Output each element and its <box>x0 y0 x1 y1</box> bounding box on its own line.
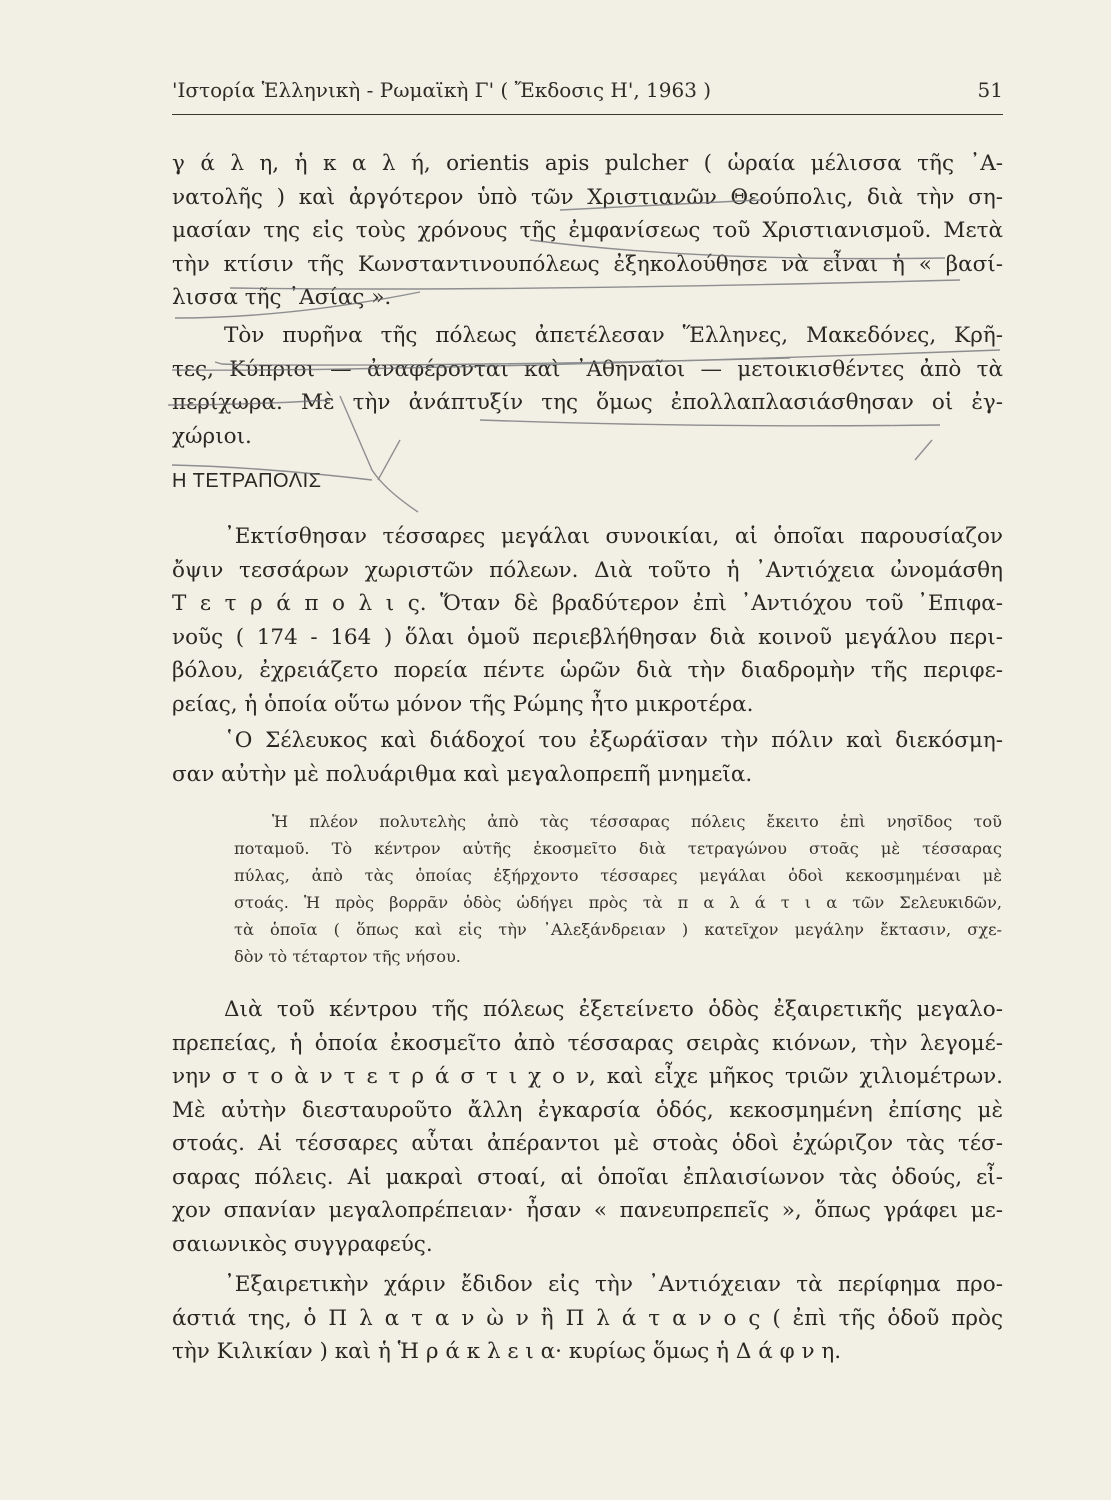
text-line: σαρας πόλεις. Αἱ μακραὶ στοαί, αἱ ὁποῖαι ἐπλαισίωνον τὰς ὁδούς, εἶ- <box>172 1164 1003 1190</box>
header-rule <box>172 114 1003 115</box>
page-number: 51 <box>977 78 1003 102</box>
paragraph-tetrapolis <box>172 520 1003 721</box>
text-line: μασίαν της εἰς τοὺς χρόνους τῆς ἐμφανίσεως τοῦ Χριστιανισμοῦ. Μετὰ <box>172 218 1003 243</box>
text-line: γ ά λ η, ἡ κ α λ ή, orientis apis pulcher ( ὡραία μέλισσα τῆς ᾿Α- <box>172 151 1003 176</box>
text-line: Τὸν πυρῆνα τῆς πόλεως ἀπετέλεσαν Ἕλληνες, Μακεδόνες, Κρῆ- <box>224 323 1003 348</box>
text-line: τες, Κύπριοι — ἀναφέρονται καὶ ᾿Αθηναῖοι — μετοικισθέντες ἀπὸ τὰ <box>172 356 1003 382</box>
note-line: ποταμοῦ. Τὸ κέντρον αὐτῆς ἐκοσμεῖτο διὰ τετραγώνου στοᾶς μὲ τέσσαρας <box>234 839 1002 858</box>
text-line: τὴν Κιλικίαν ) καὶ ἡ Ἡ ρ ά κ λ ε ι α· κυρίως ὅμως ἡ Δ ά φ ν η. <box>172 1339 842 1364</box>
running-header <box>172 78 1003 102</box>
header-title: 'Ιστορία Ἑλληνικὴ - Ρωμαϊκὴ Γ' ( Ἔκδοσις Η', 1963 ) <box>172 78 712 102</box>
text-line: Διὰ τοῦ κέντρου τῆς πόλεως ἐξετείνετο ὁδὸς ἐξαιρετικῆς μεγαλο- <box>224 997 1003 1022</box>
text-line: νην σ τ ο ὰ ν τ ε τ ρ ά σ τ ι χ ο ν, καὶ εἶχε μῆκος τριῶν χιλιομέτρων. <box>172 1064 1003 1089</box>
paragraph-seleucus <box>172 724 1003 791</box>
note-line: Ἡ πλέον πολυτελὴς ἀπὸ τὰς τέσσαρας πόλεις ἔκειτο ἐπὶ νησῖδος τοῦ <box>272 812 1002 831</box>
text-line: ᾿Εκτίσθησαν τέσσαρες μεγάλαι συνοικίαι, αἱ ὁποῖαι παρουσίαζον <box>224 524 1003 549</box>
text-line: στοάς. Αἱ τέσσαρες αὗται ἀπέραντοι μὲ στοὰς ὁδοὶ ἐχώριζον τὰς τέσ- <box>172 1131 1003 1156</box>
paragraph-continuation <box>172 147 1003 315</box>
text-line: ᾿Εξαιρετικὴν χάριν ἔδιδον εἰς τὴν ᾿Αντιόχειαν τὰ περίφημα προ- <box>224 1272 1003 1297</box>
note-line: δὸν τὸ τέταρτον τῆς νήσου. <box>234 947 461 966</box>
text-line: λισσα τῆς ᾿Ασίας ». <box>172 285 392 310</box>
text-line: νοῦς ( 174 - 164 ) ὅλαι ὁμοῦ περιεβλήθησαν διὰ κοινοῦ μεγάλου περι- <box>172 624 1003 650</box>
text-line: περίχωρα. Μὲ τὴν ἀνάπτυξίν της ὅμως ἐπολλαπλασιάσθησαν οἱ ἐγ- <box>172 390 1003 415</box>
text-line: τὴν κτίσιν τῆς Κωνσταντινουπόλεως ἐξηκολούθησε νὰ εἶναι ἡ « βασί- <box>172 251 1003 277</box>
text-line: βόλου, ἐχρειάζετο πορεία πέντε ὡρῶν διὰ τὴν διαδρομὴν τῆς περιφε- <box>172 658 1003 683</box>
paragraph-suburbs <box>172 1268 1003 1369</box>
note-line: στοάς. Ἡ πρὸς βορρᾶν ὁδὸς ὡδήγει πρὸς τὰ π α λ ά τ ι α τῶν Σελευκιδῶν, <box>234 893 1002 912</box>
text-line: πρεπείας, ἡ ὁποία ἐκοσμεῖτο ἀπὸ τέσσαρας σειρὰς κιόνων, τὴν λεγομέ- <box>172 1030 1003 1056</box>
note-line: τὰ ὁποῖα ( ὅπως καὶ εἰς τὴν ᾿Αλεξάνδρειαν ) κατεῖχον μεγάλην ἔκτασιν, σχε- <box>234 920 1002 939</box>
text-line: ρείας, ἡ ὁποία οὕτω μόνον τῆς Ρώμης ἦτο μικροτέρα. <box>172 691 754 717</box>
text-line: σαιωνικὸς συγγραφεύς. <box>172 1231 433 1257</box>
small-print-note <box>234 808 1002 970</box>
text-line: χον σπανίαν μεγαλοπρέπειαν· ἦσαν « πανευπρεπεῖς », ὅπως γράφει με- <box>172 1198 1003 1223</box>
paragraph-population <box>172 319 1003 453</box>
text-line: Τ ε τ ρ ά π ο λ ι ς. Ὅταν δὲ βραδύτερον ἐπὶ ᾿Αντιόχου τοῦ ᾿Επιφα- <box>172 591 1003 616</box>
text-line: Μὲ αὐτὴν διεσταυροῦτο ἄλλη ἐγκαρσία ὁδός, κεκοσμημένη ἐπίσης μὲ <box>172 1097 1003 1123</box>
paragraph-colonnade <box>172 993 1003 1261</box>
text-line: χώριοι. <box>172 423 252 449</box>
note-line: πύλας, ἀπὸ τὰς ὁποίας ἐξήρχοντο τέσσαρες μεγάλαι ὁδοὶ κεκοσμημέναι μὲ <box>234 866 1002 885</box>
section-heading: Η ΤΕΤΡΑΠΟΛΙΣ <box>172 470 322 492</box>
text-line: ὄψιν τεσσάρων χωριστῶν πόλεων. Διὰ τοῦτο ἡ ᾿Αντιόχεια ὠνομάσθη <box>172 557 1003 583</box>
text-line: νατολῆς ) καὶ ἀργότερον ὑπὸ τῶν Χριστιανῶν Θεούπολις, διὰ τὴν ση- <box>172 184 1003 210</box>
text-line: σαν αὐτὴν μὲ πολυάριθμα καὶ μεγαλοπρεπῆ μνημεῖα. <box>172 761 753 787</box>
text-line: άστιά της, ὁ Π λ α τ α ν ὼ ν ἢ Π λ ά τ α ν ο ς ( ἐπὶ τῆς ὁδοῦ πρὸς <box>172 1305 1003 1331</box>
text-line: ῾Ο Σέλευκος καὶ διάδοχοί του ἐξωράϊσαν τὴν πόλιν καὶ διεκόσμη- <box>224 728 1003 753</box>
